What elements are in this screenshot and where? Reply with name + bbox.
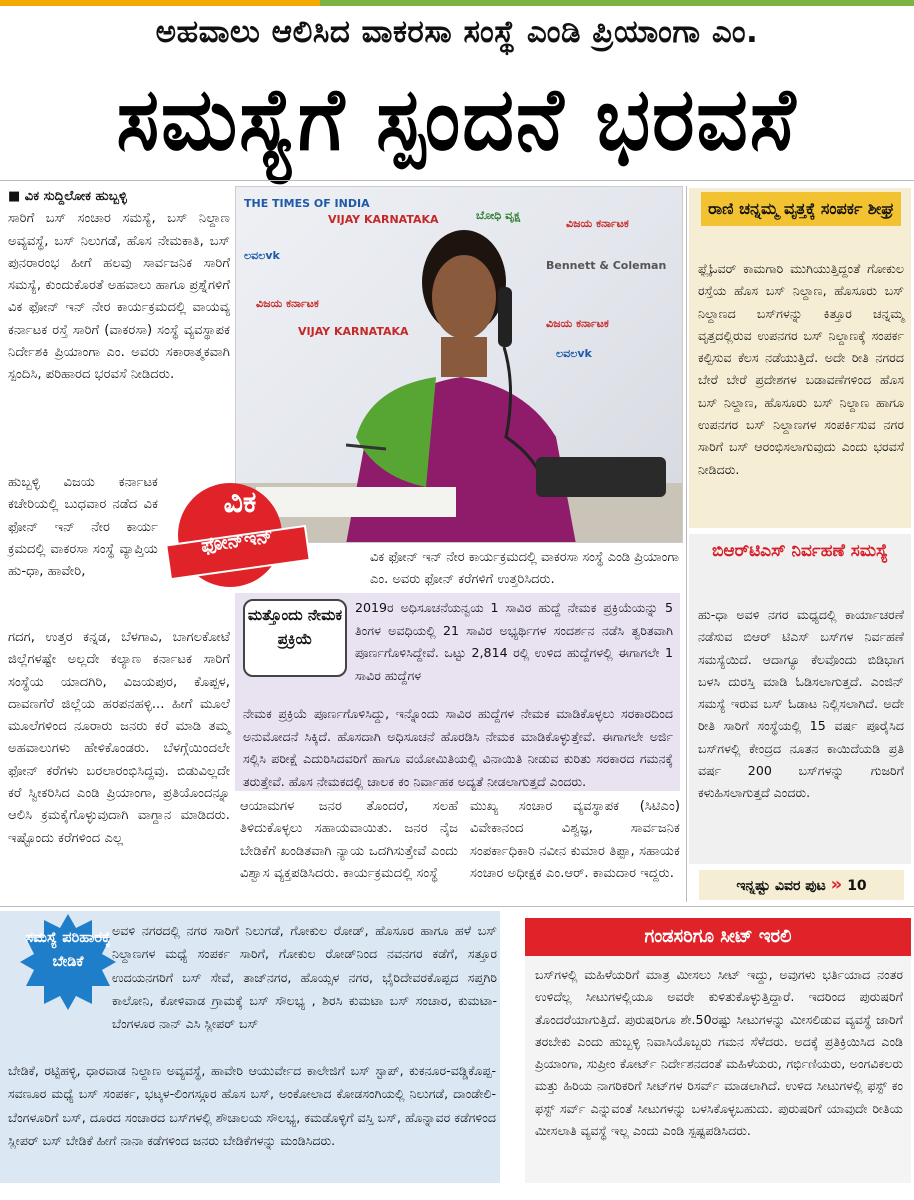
recruitment-box bbox=[235, 593, 680, 791]
paragraph-phonein-start: ಹುಬ್ಬಳ್ಳಿ ವಿಜಯ ಕರ್ನಾಟಕ ಕಚೇರಿಯಲ್ಲಿ ಬುಧವಾರ ನಡೆದ ವಿಕ ಫೋನ್ ಇನ್ ನೇರ ಕಾರ್ಯ ಕ್ರಮದಲ್ಲಿ ವಾಕರಸಾ ಸಂಸ್ಥೆ ವ್ಯಾಪ್ತಿಯ ಹು-ಧಾ, ಹಾವೇರಿ, bbox=[8, 475, 158, 580]
middle-column-1: ಆಯಾಮಗಳ ಜನರ ತೊಂದರೆ, ಸಲಹೆ ತಿಳಿದುಕೊಳ್ಳಲು ಸಹಾಯವಾಯಿತು. ಜನರ ನೈಜ ಬೇಡಿಕೆಗೆ ಖಂಡಿತವಾಗಿ ನ್ಯಾಯ ಒದಗಿಸುತ್ತೇವೆ ಎಂದು ವಿಶ್ವಾಸ ವ್ಯಕ್ತಪಡಿಸಿದರು. ಕಾರ್ಯಕ್ರಮದಲ್ಲಿ ಸಂಸ್ಥೆ bbox=[240, 799, 458, 881]
headline: ಸಮಸ್ಯೆಗೆ ಸ್ಪಂದನೆ ಭರವಸೆ bbox=[116, 69, 798, 170]
sidebar-brts bbox=[689, 534, 911, 864]
badge-line1: ವಿಕ bbox=[223, 485, 257, 520]
phone-handset-icon bbox=[498, 287, 512, 347]
double-chevron-icon: » bbox=[830, 874, 843, 895]
photo-logo-vk-2: VIJAY KARNATAKA bbox=[298, 325, 409, 338]
sidebar-divider bbox=[686, 186, 687, 902]
sidebar1-title: ರಾಣಿ ಚನ್ನಮ್ಮ ವೃತ್ತಕ್ಕೆ ಸಂಪರ್ಕ ಶೀಘ್ರ bbox=[701, 192, 901, 226]
face-shape bbox=[432, 255, 496, 339]
header-divider bbox=[0, 180, 914, 181]
photo-logo-lavalk: ಲವಲvk bbox=[244, 249, 280, 262]
sidebar2-body: ಹು-ಧಾ ಅವಳಿ ನಗರ ಮಧ್ಯದಲ್ಲಿ ಕಾರ್ಯಾಚರಣೆ ನಡೆಸುವ ಬಿಆರ್ ಟಿಎಸ್ ಬಸ್‌ಗಳ ನಿರ್ವಹಣೆ ಸಮಸ್ಯೆಯಿದೆ. ಆದಾಗ್ಯೂ ಕೆಲವೊಂದು ಬಿಡಿಭಾಗ ಬಳಸಿ ದುರಸ್ತಿ ಮಾಡಿ ಓಡಿಸಲಾಗುತ್ತದೆ. ಎಂಜಿನ್ ಸಮಸ್ಯೆ ಇರುವ ಬಸ್ ಓಡಾಟ ನಿಲ್ಲಿಸಲಾಗಿದೆ. ಅದೇ ರೀತಿ ಸಾರಿಗೆ ಸಂಸ್ಥೆಯಲ್ಲಿ 15 ವರ್ಷ ಪೂರೈಸಿದ ಬಸ್‌ಗಳಲ್ಲಿ ಕೇಂದ್ರದ ನೂತನ ಕಾಯಿದೆಯಡಿ ಪ್ರತಿ ವರ್ಷ 200 ಬಸ್‌ಗಳನ್ನು ಗುಜರಿಗೆ ಕಳುಹಿಸಲಾಗುತ್ತದೆ ಎಂದರು. bbox=[698, 607, 904, 801]
seats-title: ಗಂಡಸರಿಗೂ ಸೀಟ್ ಇರಲಿ bbox=[525, 918, 911, 956]
left-column-wrap bbox=[8, 472, 158, 583]
middle-column-2: ಮುಖ್ಯ ಸಂಚಾರ ವ್ಯವಸ್ಥಾಪಕ (ಸಿಟಿಎಂ) ವಿವೇಕಾನಂದ ವಿಶ್ವಜ್ಞ, ಸಾರ್ವಜನಿಕ ಸಂಪರ್ಕಾಧಿಕಾರಿ ನವೀನ ಕುಮಾರ ತಿಪ್ಪಾ, ಸಹಾಯಕ ಸಂಚಾರ ಅಧೀಕ್ಷಕ ಎಂ.ಆರ್. ಕಾಮದಾರ ಇದ್ದರು. bbox=[470, 799, 680, 881]
photo-caption: ವಿಕ ಫೋನ್ ಇನ್ ನೇರ ಕಾರ್ಯಕ್ರಮದಲ್ಲಿ ವಾಕರಸಾ ಸಂಸ್ಥೆ ಎಂಡಿ ಪ್ರಿಯಾಂಗಾ ಎಂ. ಅವರು ಫೋನ್ ಕರೆಗಳಿಗೆ ಉತ್ತರಿಸಿದರು. bbox=[370, 550, 679, 587]
recruitment-label: ಮತ್ತೊಂದು ನೇಮಕ ಪ್ರಕ್ರಿಯೆ bbox=[243, 599, 347, 677]
desk-phone-icon bbox=[536, 457, 666, 497]
demands-text-bottom: ಬೇಡಿಕೆ, ರಟ್ಟಿಹಳ್ಳಿ, ಧಾರವಾಡ ನಿಲ್ದಾಣ ಅವ್ಯವಸ್ಥೆ, ಹಾವೇರಿ ಆಯುರ್ವೇದ ಕಾಲೇಜಿಗೆ ಬಸ್ ಸ್ಟಾಪ್, ಕುಕನೂರ-ವಡ್ಡಿಕೊಪ್ಪ-ಸವಣೂರ ಮಧ್ಯೆ ಬಸ್ ಸಂಪರ್ಕ, ಭಟ್ಕಳ-ಲಿಂಗಸ್ಗೂರ ಹೊಸ ಬಸ್, ಅಂಕೋಲಾದ ಕೋಡಸಂಗಿಯಲ್ಲಿ ನಿಲುಗಡೆ, ದಾಂಡೇಲಿ-ಬೆಂಗಳೂರಿಗೆ ಬಸ್, ದೂರದ ಸಂಚಾರದ ಬಸ್‌ಗಳಲ್ಲಿ ಶೌಚಾಲಯ ಸೌಲಭ್ಯ, ಕಮಡೊಳ್ಳಿಗೆ ವಸ್ತಿ ಬಸ್, ಹೊನ್ನಾವರ ಕಡೆಗಳಿಂದ ಸ್ಲೀಪರ್ ಬಸ್ ಬೇಡಿಕೆ ಹೀಗೆ ನಾನಾ ಕಡೆಗಳಿಂದ ಜನರು ಬೇಡಿಕೆಗಳನ್ನು ಮಂಡಿಸಿದರು. bbox=[8, 1063, 496, 1148]
photo-logo-bc: Bennett & Coleman bbox=[546, 259, 667, 272]
photo-logo-lavalk-2: ಲವಲvk bbox=[556, 347, 592, 360]
recruitment-text-bottom: ನೇಮಕ ಪ್ರಕ್ರಿಯೆ ಪೂರ್ಣಗೊಳಿಸಿದ್ದು, ಇನ್ನೊಂದು ಸಾವಿರ ಹುದ್ದೆಗಳ ನೇಮಕ ಮಾಡಿಕೊಳ್ಳಲು ಸರಕಾರದಿಂದ ಅನುಮೋದನೆ ಸಿಕ್ಕಿದೆ. ಹೊಸದಾಗಿ ಅಧಿಸೂಚನೆ ಹೊರಡಿಸಿ ನೇಮಕ ಮಾಡಿಕೊಳ್ಳುತ್ತೇವೆ. ಈಗಾಗಲೇ ಅರ್ಜಿ ಸಲ್ಲಿಸಿ ಪರೀಕ್ಷೆ ಎದುರಿಸಿದವರಿಗೆ ಹಾಗೂ ವಯೋಮಿತಿಯಲ್ಲಿ ವಿನಾಯಿತಿ ನೀಡುವ ಕುರಿತು ಸರಕಾರದ ಗಮನಕ್ಕೆ ತರುತ್ತೇವೆ. ಹೊಸ ನೇಮಕದಲ್ಲಿ ಚಾಲಕ ಕಂ ನಿರ್ವಾಹಕ ಅದ್ಯತೆ ನೀಡಲಾಗುತ್ತದೆ ಎಂದರು. bbox=[243, 706, 673, 789]
paragraph-intro: ಸಾರಿಗೆ ಬಸ್ ಸಂಚಾರ ಸಮಸ್ಯೆ, ಬಸ್ ನಿಲ್ದಾಣ ಅವ್ಯವಸ್ಥೆ, ಬಸ್ ನಿಲುಗಡೆ, ಹೊಸ ನೇಮಕಾತಿ, ಬಸ್ ಪುನರಾರಂಭ ಹೀಗೆ ಹಲವು ಸಾರ್ವಜನಿಕ ಸಾರಿಗೆ ಸಮಸ್ಯೆ, ಕುಂದುಕೊರತೆ ಅಹವಾಲು ಹಾಗೂ ಪ್ರಶ್ನೆಗಳಿಗೆ ವಿಕ ಫೋನ್ ಇನ್ ನೇರ ಕಾರ್ಯಕ್ರಮದಲ್ಲಿ ವಾಯವ್ಯ ಕರ್ನಾಟಕ ರಸ್ತೆ ಸಾರಿಗೆ (ವಾಕರಸಾ) ಸಂಸ್ಥೆ ವ್ಯವಸ್ಥಾಪಕ ನಿರ್ದೇಶಕಿ ಪ್ರಿಯಾಂಗಾ ಎಂ. ಅವರು ಸಕಾರಾತ್ಮಕವಾಗಿ ಸ್ಪಂದಿಸಿ, ಪರಿಹಾರದ ಭರವಸೆ ನೀಡಿದರು. bbox=[8, 211, 230, 383]
photo-logo-vk-kn: ವಿಜಯ ಕರ್ನಾಟಕ bbox=[566, 217, 629, 230]
sidebar-rani-channamma bbox=[689, 188, 911, 528]
reference-page: 10 bbox=[847, 878, 867, 894]
demands-badge-text: ಸಮಸ್ಯೆ ಪರಿಹಾರಕ್ಕೆ ಬೇಡಿಕೆ bbox=[25, 930, 111, 970]
sidebar1-body: ಫ್ಲೈಓವರ್ ಕಾಮಗಾರಿ ಮುಗಿಯುತ್ತಿದ್ದಂತೆ ಗೋಕುಲ ರಸ್ತೆಯ ಹೊಸ ಬಸ್ ನಿಲ್ದಾಣ, ಹೊಸೂರು ಬಸ್ ನಿಲ್ದಾಣದ ಬಸ್‌ಗಳನ್ನು ಕಿತ್ತೂರ ಚನ್ನಮ್ಮ ವೃತ್ತದಲ್ಲಿರುವ ಉಪನಗರ ಬಸ್ ನಿಲ್ದಾಣಕ್ಕೆ ಸಂಪರ್ಕ ಕಲ್ಪಿಸುವ ಕೆಲಸ ನಡೆಯುತ್ತಿದೆ. ಅದೇ ರೀತಿ ನಗರದ ಬೇರೆ ಬೇರೆ ಪ್ರದೇಶಗಳ ಬಡಾವಣೆಗಳಿಂದ ಹೊಸ ಬಸ್ ನಿಲ್ದಾಣ, ಹೊಸೂರು ಬಸ್ ನಿಲ್ದಾಣ ಹಾಗೂ ಉಪನಗರ ಬಸ್ ನಿಲ್ದಾಣಗಳ ಸಂಪರ್ಕಿಸುವ ನಗರ ಸಾರಿಗೆ ಬಸ್ ಆರಂಭಿಸಲಾಗುವುದು ಎಂದು ಭರವಸೆ ನೀಡಿದರು. bbox=[698, 261, 904, 477]
bottom-section-divider bbox=[0, 906, 914, 907]
photo-logo-vk-kn-2: ವಿಜಯ ಕರ್ನಾಟಕ bbox=[256, 297, 319, 310]
recruitment-text-top: 2019ರ ಅಧಿಸೂಚನೆಯನ್ವಯ 1 ಸಾವಿರ ಹುದ್ದೆ ನೇಮಕ ಪ್ರಕ್ರಿಯೆಯನ್ನು 5 ತಿಂಗಳ ಅವಧಿಯಲ್ಲಿ 21 ಸಾವಿರ ಅಭ್ಯರ್ಥಿಗಳ ಸಂದರ್ಶನ ನಡೆಸಿ ತ್ವರಿತವಾಗಿ ಪೂರ್ಣಗೊಳಿಸಿದ್ದೇವೆ. ಒಟ್ಟು 2,814 ರಲ್ಲಿ ಉಳಿದ ಹುದ್ದೆಗಳಲ್ಲಿ ಈಗಾಗಲೇ 1 ಸಾವಿರ ಹುದ್ದೆಗಳ bbox=[355, 600, 673, 683]
seats-body: ಬಸ್‌ಗಳಲ್ಲಿ ಮಹಿಳೆಯರಿಗೆ ಮಾತ್ರ ಮೀಸಲು ಸೀಟ್ ಇದ್ದು, ಅವುಗಳು ಭರ್ತಿಯಾದ ನಂತರ ಉಳಿದೆಲ್ಲ ಸೀಟುಗಳಲ್ಲಿಯೂ ಅವರೇ ಕುಳಿತುಕೊಳ್ಳುತ್ತಿದ್ದಾರೆ. ಇದರಿಂದ ಪುರುಷರಿಗೆ ತೊಂದರೆಯಾಗುತ್ತಿದೆ. ಪುರುಷರಿಗೂ ಶೇ.50ರಷ್ಟು ಸೀಟುಗಳನ್ನು ಮೀಸಲಿಡುವ ವ್ಯವಸ್ಥೆ ಜಾರಿಗೆ ತರಬೇಕು ಎಂದು ಹುಬ್ಬಳ್ಳಿ ನಿವಾಸಿಯೊಬ್ಬರು ಗಮನ ಸೆಳೆದರು. ಅದಕ್ಕೆ ಪ್ರತಿಕ್ರಿಯಿಸಿದ ಎಂಡಿ ಪ್ರಿಯಾಂಗಾ, ಸುಪ್ರೀಂ ಕೋರ್ಟ್ ನಿರ್ದೇಶನದಂತೆ ಮಹಿಳೆಯರು, ಗರ್ಭಿಣಿಯರು, ಅಂಗವಿಕಲರು ಮತ್ತು ಹಿರಿಯ ನಾಗರಿಕರಿಗೆ ಸೀಟ್‌ಗಳ ರಿಸರ್ವ್ ಮಾಡಲಾಗಿದೆ. ಉಳಿದ ಸೀಟುಗಳಲ್ಲಿ ಫಸ್ಟ್ ಕಂ ಫಸ್ಟ್ ಸರ್ವ್ ಎನ್ನುವಂತೆ ಸೀಟುಗಳನ್ನು ಬಳಸಿಕೊಳ್ಳಬಹುದು. ಪುರುಷರಿಗೆ ಯಾವುದೇ ರೀತಿಯ ಮೀಸಲಾತಿ ವ್ಯವಸ್ಥೆ ಇಲ್ಲ ಎಂದು ಎಂಡಿ ಸ್ಪಷ್ಟಪಡಿಸಿದರು. bbox=[535, 967, 903, 1139]
sidebar2-title: ಬಿಆರ್‌ಟಿಎಸ್ ನಿರ್ವಹಣೆ ಸಮಸ್ಯೆ bbox=[711, 541, 889, 561]
reference-text: ಇನ್ನಷ್ಟು ವಿವರ ಪುಟ bbox=[736, 878, 826, 894]
more-details-reference bbox=[699, 870, 904, 900]
left-column bbox=[8, 186, 230, 387]
seats-box bbox=[525, 918, 911, 1183]
photo-logo-vk: VIJAY KARNATAKA bbox=[328, 213, 439, 226]
photo-logo-vk-kn-3: ವಿಜಯ ಕರ್ನಾಟಕ bbox=[546, 317, 609, 330]
photo-logo-bodhi: ಬೋಧಿ ವೃಕ್ಷ bbox=[476, 209, 521, 222]
paragraph-phonein-continue: ಗದಗ, ಉತ್ತರ ಕನ್ನಡ, ಬೆಳಗಾವಿ, ಬಾಗಲಕೋಟೆ ಜಿಲ್ಲೆಗಳಷ್ಟೇ ಅಲ್ಲದೇ ಕಲ್ಯಾಣ ಕರ್ನಾಟಕ ಸಾರಿಗೆ ಸಂಸ್ಥೆಯ ಯಾದಗಿರಿ, ವಿಜಯಪುರ, ಕೊಪ್ಪಳ, ದಾವಣಗೆರೆ ಜಿಲ್ಲೆಯ ಹರಪನಹಳ್ಳಿ... ಹೀಗೆ ಮೂಲೆ ಮೂಲೆಗಳಿಂದ ನೂರಾರು ಜನರು ಕರೆ ಮಾಡಿ ತಮ್ಮ ಅಹವಾಲುಗಳು ಹೇಳಿಕೊಂಡರು. ಬೆಳಗ್ಗೆಯಿಂದಲೇ ಫೋನ್ ಕರೆಗಳು ಬರಲಾರಂಭಿಸಿದ್ದವು. ಬಿಡುವಿಲ್ಲದೇ ಕರೆ ಸ್ವೀಕರಿಸಿದ ಎಂಡಿ ಪ್ರಿಯಾಂಗಾ, ಪ್ರತಿಯೊಂದನ್ನೂ ಆಲಿಸಿ ಕ್ರಮಕೈಗೊಳ್ಳುವುದಾಗಿ ವಾಗ್ದಾನ ಮಾಡಿದರು. ಇಷ್ಟೊಂದು ಕರೆಗಳಿಂದ ಎಲ್ಲ bbox=[8, 630, 230, 846]
neck-shape bbox=[441, 337, 487, 377]
photo-logo-toi: THE TIMES OF INDIA bbox=[244, 197, 370, 210]
demands-text-top: ಅವಳಿ ನಗರದಲ್ಲಿ ನಗರ ಸಾರಿಗೆ ನಿಲುಗಡೆ, ಗೋಕುಲ ರೋಡ್, ಹೊಸೂರ ಹಾಗೂ ಹಳೆ ಬಸ್ ನಿಲ್ದಾಣಗಳ ಮಧ್ಯೆ ಸಂಪರ್ಕ ಸಾರಿಗೆ, ಗೋಕುಲ ರೋಡ್‌ನಿಂದ ನವನಗರ ಕಡೆಗೆ, ಸತ್ತೂರ ಉದಯನಗರಿಗೆ ಬಸ್ ಸೇವೆ, ತಾಜ್‌ನಗರ, ಹೊಯ್ಸಳ ನಗರ, ಭೈರಿದೇವರಕೊಪ್ಪದ ಸಪ್ತಗಿರಿ ಕಾಲೋನಿ, ಕೋಳಿವಾಡ ಗ್ರಾಮಕ್ಕೆ ಬಸ್ ಸೌಲಭ್ಯ , ಶಿರಸಿ ಕುಮಟಾ ಬಸ್ ಸಂಚಾರ, ಕುಮಟಾ-ಬೆಂಗಳೂರ ನಾನ್ ಎಸಿ ಸ್ಲೀಪರ್ ಬಸ್ bbox=[112, 923, 497, 1032]
subheadline: ಅಹವಾಲು ಆಲಿಸಿದ ವಾಕರಸಾ ಸಂಸ್ಥೆ ಎಂಡಿ ಪ್ರಿಯಾಂಗಾ ಎಂ. bbox=[155, 14, 759, 50]
left-column-continue bbox=[8, 627, 230, 850]
dateline: ■ ವಿಕ ಸುದ್ದಿಲೋಕ ಹುಬ್ಬಳ್ಳಿ bbox=[8, 189, 127, 204]
badge-line2: ಫೋನ್‌ಇನ್ bbox=[199, 525, 275, 557]
top-color-bar bbox=[0, 0, 914, 6]
